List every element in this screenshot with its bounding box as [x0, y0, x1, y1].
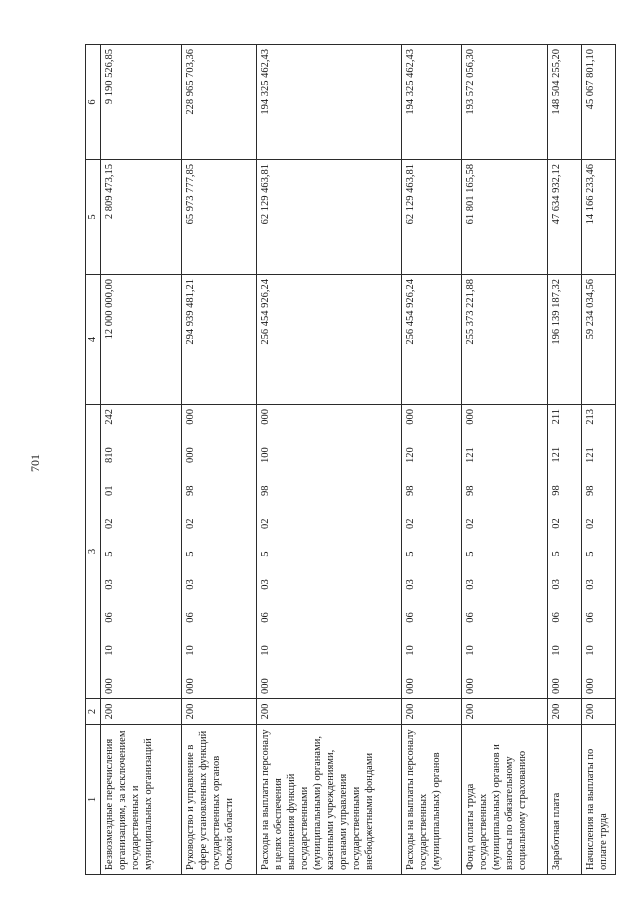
col-header-2: 2: [86, 699, 101, 725]
row-executed: 47 634 932,12: [548, 160, 582, 275]
budget-code-segment: 02: [585, 518, 596, 529]
budget-code-segment: 000: [104, 678, 115, 694]
row-remaining: 228 965 703,36: [182, 45, 257, 160]
row-approved: 196 139 187,32: [548, 275, 582, 405]
budget-code-segment: 120: [405, 447, 416, 463]
budget-code-segment: 000: [465, 678, 476, 694]
table-row: [582, 45, 616, 875]
row-budget-code: [402, 405, 462, 699]
budget-code-segment: 03: [260, 579, 271, 590]
col-header-3: 3: [86, 405, 101, 699]
budget-code-segment: 10: [260, 645, 271, 656]
header-row: [86, 45, 101, 875]
budget-code-segment: 02: [465, 518, 476, 529]
row-line-code: 200: [548, 699, 582, 725]
budget-code-segments: [103, 409, 116, 694]
table-row: [402, 45, 462, 875]
col-header-4: 4: [86, 275, 101, 405]
row-line-code: 200: [101, 699, 182, 725]
row-executed: 62 129 463,81: [257, 160, 402, 275]
budget-code-segment: 5: [551, 551, 562, 557]
row-remaining: 193 572 056,30: [462, 45, 548, 160]
budget-code-segment: 810: [104, 447, 115, 463]
budget-code-segment: 03: [185, 579, 196, 590]
budget-code-segments: [184, 409, 197, 694]
budget-code-segment: 5: [260, 551, 271, 557]
budget-code-segment: 06: [465, 612, 476, 623]
row-budget-code: [182, 405, 257, 699]
budget-code-segment: 5: [585, 551, 596, 557]
budget-code-segment: 10: [185, 645, 196, 656]
budget-code-segment: 03: [465, 579, 476, 590]
budget-code-segment: 000: [260, 678, 271, 694]
budget-code-segments: [404, 409, 417, 694]
budget-code-segment: 06: [405, 612, 416, 623]
row-name: Расходы на выплаты персоналу государственных (муниципальных) органов: [402, 725, 462, 875]
row-executed: 65 973 777,85: [182, 160, 257, 275]
budget-table: [85, 44, 616, 875]
row-name: Безвозмездные перечисления организациям, за исключением государственных и муниципальных организаций: [101, 725, 182, 875]
budget-code-segment: 10: [465, 645, 476, 656]
page-number: 701: [28, 454, 42, 472]
budget-code-segment: 5: [405, 551, 416, 557]
budget-code-segment: 03: [405, 579, 416, 590]
table-row: [182, 45, 257, 875]
row-approved: 256 454 926,24: [402, 275, 462, 405]
table-row: [548, 45, 582, 875]
budget-code-segment: 06: [260, 612, 271, 623]
budget-code-segment: 02: [185, 518, 196, 529]
budget-code-segment: 02: [551, 518, 562, 529]
budget-code-segment: 121: [465, 447, 476, 463]
budget-code-segment: 01: [104, 485, 115, 496]
row-name: Руководство и управление в сфере установленных функций государственных органов Омской области: [182, 725, 257, 875]
budget-code-segment: 100: [260, 447, 271, 463]
budget-code-segment: 10: [405, 645, 416, 656]
budget-code-segment: 98: [585, 485, 596, 496]
row-budget-code: [548, 405, 582, 699]
row-name: Расходы на выплаты персоналу в целях обеспечения выполнения функций государственными (муниципальными) органами, казенными учреждениями, органами управления государственными внебюджетными фондами: [257, 725, 402, 875]
table-row: [462, 45, 548, 875]
budget-code-segment: 06: [185, 612, 196, 623]
budget-code-segment: 98: [185, 485, 196, 496]
budget-code-segment: 03: [585, 579, 596, 590]
row-line-code: 200: [182, 699, 257, 725]
budget-code-segment: 03: [104, 579, 115, 590]
budget-code-segment: 03: [551, 579, 562, 590]
rotated-table-container: [85, 45, 615, 875]
budget-code-segments: [464, 409, 477, 694]
budget-code-segment: 000: [185, 447, 196, 463]
row-line-code: 200: [402, 699, 462, 725]
budget-code-segment: 02: [104, 518, 115, 529]
row-approved: 59 234 034,56: [582, 275, 616, 405]
budget-code-segment: 242: [104, 409, 115, 425]
row-approved: 294 939 481,21: [182, 275, 257, 405]
budget-code-segment: 000: [185, 409, 196, 425]
budget-code-segment: 213: [585, 409, 596, 425]
row-remaining: 148 504 255,20: [548, 45, 582, 160]
col-header-5: 5: [86, 160, 101, 275]
row-approved: 255 373 221,88: [462, 275, 548, 405]
budget-code-segment: 121: [551, 446, 562, 463]
row-remaining: 9 190 526,85: [101, 45, 182, 160]
row-budget-code: [101, 405, 182, 699]
budget-code-segment: 000: [405, 409, 416, 425]
row-budget-code: [257, 405, 402, 699]
row-executed: 61 801 165,58: [462, 160, 548, 275]
row-executed: 62 129 463,81: [402, 160, 462, 275]
row-line-code: 200: [257, 699, 402, 725]
budget-code-segment: 5: [104, 551, 115, 557]
row-name: Заработная плата: [548, 725, 582, 875]
budget-code-segment: 000: [551, 678, 562, 694]
row-remaining: 194 325 462,43: [257, 45, 402, 160]
budget-code-segment: 211: [551, 409, 562, 425]
budget-code-segment: 98: [260, 485, 271, 496]
row-name: Фонд оплаты труда государственных (муниципальных) органов и взносы по обязательному социальному страхованию: [462, 725, 548, 875]
budget-code-segment: 98: [551, 485, 562, 496]
budget-code-segment: 06: [585, 612, 596, 623]
budget-code-segment: 02: [260, 518, 271, 529]
budget-code-segment: 10: [551, 645, 562, 656]
row-line-code: 200: [462, 699, 548, 725]
budget-code-segment: 10: [104, 645, 115, 656]
budget-code-segment: 98: [405, 485, 416, 496]
table-row: [257, 45, 402, 875]
budget-code-segment: 06: [104, 612, 115, 623]
row-budget-code: [582, 405, 616, 699]
budget-code-segments: [550, 409, 563, 694]
budget-code-segments: [259, 409, 272, 694]
budget-code-segment: 5: [465, 551, 476, 557]
budget-code-segment: 10: [585, 645, 596, 656]
budget-code-segment: 000: [405, 678, 416, 694]
table-row: [101, 45, 182, 875]
budget-code-segment: 98: [465, 485, 476, 496]
row-executed: 2 809 473,15: [101, 160, 182, 275]
budget-code-segment: 000: [465, 409, 476, 425]
row-remaining: 194 325 462,43: [402, 45, 462, 160]
budget-code-segment: 5: [185, 551, 196, 557]
row-line-code: 200: [582, 699, 616, 725]
budget-code-segment: 000: [185, 678, 196, 694]
row-executed: 14 166 233,46: [582, 160, 616, 275]
budget-code-segment: 121: [585, 447, 596, 463]
row-approved: 12 000 000,00: [101, 275, 182, 405]
col-header-1: 1: [86, 725, 101, 875]
budget-code-segments: [584, 409, 597, 694]
budget-code-segment: 000: [260, 409, 271, 425]
row-remaining: 45 067 801,10: [582, 45, 616, 160]
budget-code-segment: 000: [585, 678, 596, 694]
row-approved: 256 454 926,24: [257, 275, 402, 405]
row-budget-code: [462, 405, 548, 699]
col-header-6: 6: [86, 45, 101, 160]
row-name: Начисления на выплаты по оплате труда: [582, 725, 616, 875]
budget-code-segment: 02: [405, 518, 416, 529]
budget-code-segment: 06: [551, 612, 562, 623]
